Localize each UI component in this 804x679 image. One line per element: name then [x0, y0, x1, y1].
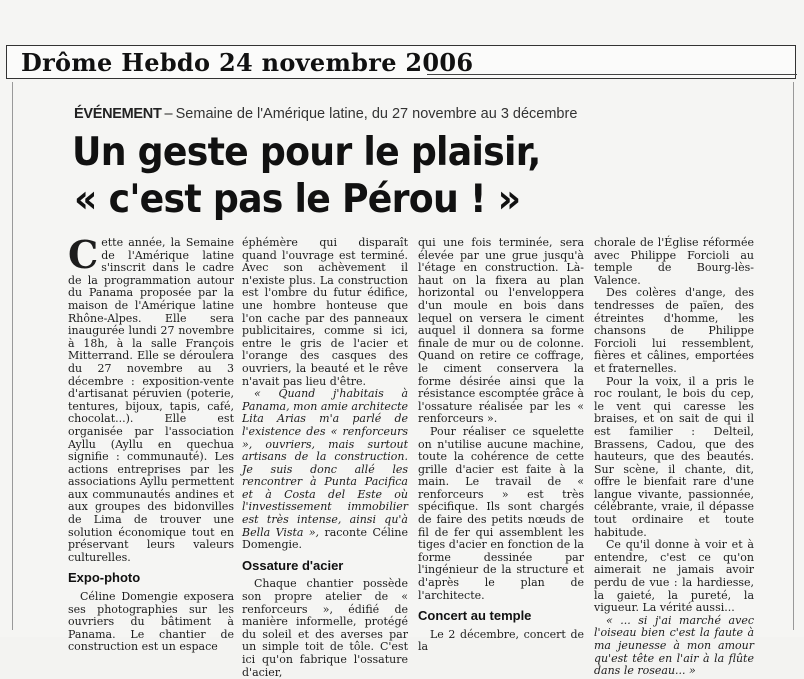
col2-paragraph-2: [242, 388, 408, 552]
col1-paragraph-1: [68, 232, 234, 564]
col3-paragraph-3: Le 2 décembre, concert de la: [418, 627, 584, 654]
article-column-4: [594, 237, 754, 678]
col2-paragraph-3: Chaque chantier possède son propre atelier de « renforceurs », édifié de manière informelle, protégé du soleil et des averses par un simple toit de tôle. C'est ici qu'on fabrique l'ossature d'acier,: [242, 577, 408, 679]
article-column-2: [242, 237, 408, 679]
kicker-separator: –: [164, 106, 173, 122]
kicker-text: Semaine de l'Amérique latine, du 27 novembre au 3 décembre: [175, 106, 578, 122]
subhead-concert: Concert au temple: [418, 608, 532, 624]
subhead-expo-photo: Expo-photo: [68, 570, 141, 586]
col4-paragraph-4: Ce qu'il donne à voir et à entendre, c'est ce qu'on aimerait ne jamais avoir perdu de vue : la hardiesse, la gaieté, la pureté, la vigueur. La vérité aussi...: [594, 538, 754, 615]
col3-paragraph-1: qui une fois terminée, sera élevée par une grue jusqu'à l'étage en construction. Là-haut on la fixera au plan horizontal ou l'enveloppera d'un moule en bois dans lequel on versera le ciment auquel il donnera sa forme finale de mur ou de colonne. Quand on retire ce coffrage, le ciment conservera la forme désirée ainsi que la résistance escomptée grâce à l'ossature réalisée par les « renforceurs ».: [418, 236, 584, 426]
col1-paragraph-2: Céline Domengie exposera ses photographies sur les ouvriers du bâtiment à Panama. Le chantier de construction est un espace: [68, 590, 234, 654]
header-rule: [427, 74, 797, 75]
article-column-3: [418, 237, 584, 654]
col4-paragraph-3: Pour la voix, il a pris le roc roulant, le bois du cep, le vent qui caresse les braises, et on sait de qui il est familier : Delteil, Brassens, Cadou, que des hauteurs, que des beautés. Sur scène, il chante, dit, offre le bienfait rare d'une langue vivante, passionnée, célébrante, vraie, il dépasse tout ordinaire et toute habitude.: [594, 374, 754, 539]
col2-quote: « Quand j'habitais à Panama, mon amie architecte Lita Arias m'a parlé de l'existence des « renforceurs », ouvriers, mais surtout artisans de la construction. Je suis donc allé les rencontrer à Punta Pacifica et à Costa del Este où l'investissement immobilier est très intense, ainsi qu'à Bella Vista »,: [242, 387, 408, 539]
kicker-label: ÉVÉNEMENT: [74, 106, 162, 122]
headline-line-2: « c'est pas le Pérou ! »: [74, 177, 521, 222]
col2-paragraph-1: éphémère qui disparaît quand l'ouvrage est terminé. Avec son achèvement il n'existe plus. La construction est l'ombre du futur édifice, une hombre honteuse que l'on cache par des panneaux publicitaires, comme si ici, entre le gris de l'acier et l'orange des casques des ouvriers, la beauté et le rêve n'avait pas lieu d'être.: [242, 236, 408, 388]
headline-line-1: Un geste pour le plaisir,: [72, 130, 541, 175]
col2-quote-attribution: raconte Céline Domengie.: [242, 525, 408, 552]
col4-paragraph-2: Des colères d'ange, des tendresses de païen, des étreintes d'homme, les chansons de Philippe Forcioli lui ressemblent, fières et câlines, emportées et fraternelles.: [594, 286, 754, 375]
header-banner: [6, 45, 796, 79]
article-kicker: [74, 106, 577, 122]
col4-paragraph-1: chorale de l'Église réformée avec Philippe Forcioli au temple de Bourg-lès-Valence.: [594, 236, 754, 287]
article-column-1: [68, 232, 234, 654]
col3-paragraph-2: Pour réaliser ce squelette on n'utilise aucune machine, toute la cohérence de cette grille d'acier est faite à la main. Le travail de « renforceurs » est très spécifique. Ils sont chargés de faire des petits nœuds de fil de fer qui assemblent les tiges d'acier en fonction de la forme dessinée par l'ingénieur de la structure et d'après le plan de l'architecte.: [418, 424, 584, 602]
col4-quote: « ... si j'ai marché avec l'oiseau bien c'est la faute à ma jeunesse à mon amour qu'est tête en l'air à la flûte dans le roseau... »: [594, 613, 754, 678]
drop-cap: C: [68, 232, 99, 277]
publication-title: Drôme Hebdo 24 novembre 2006: [21, 48, 474, 77]
col1-paragraph-1-text: ette année, la Semaine de l'Amérique latine s'inscrit dans le cadre de la programmation autour du Panama proposée par la maison de l'Amérique latine Rhône-Alpes. Elle sera inaugurée lundi 27 novembre à 18h, à la salle François Mitterrand. Elle se déroulera du 27 novembre au 3 décembre : exposition-vente d'artisanat péruvien (poterie, tentures, bijoux, tapis, café, chocolat...). Elle est organisée par l'association Ayllu (Ayllu en quechua signifie : communauté). Les actions entreprises par les associations Ayllu permettent aux communautés andines et aux groupes des bidonvilles de Lima de trouver une solution économique tout en préservant leurs valeurs culturelles.: [68, 236, 234, 564]
subhead-ossature: Ossature d'acier: [242, 557, 344, 573]
